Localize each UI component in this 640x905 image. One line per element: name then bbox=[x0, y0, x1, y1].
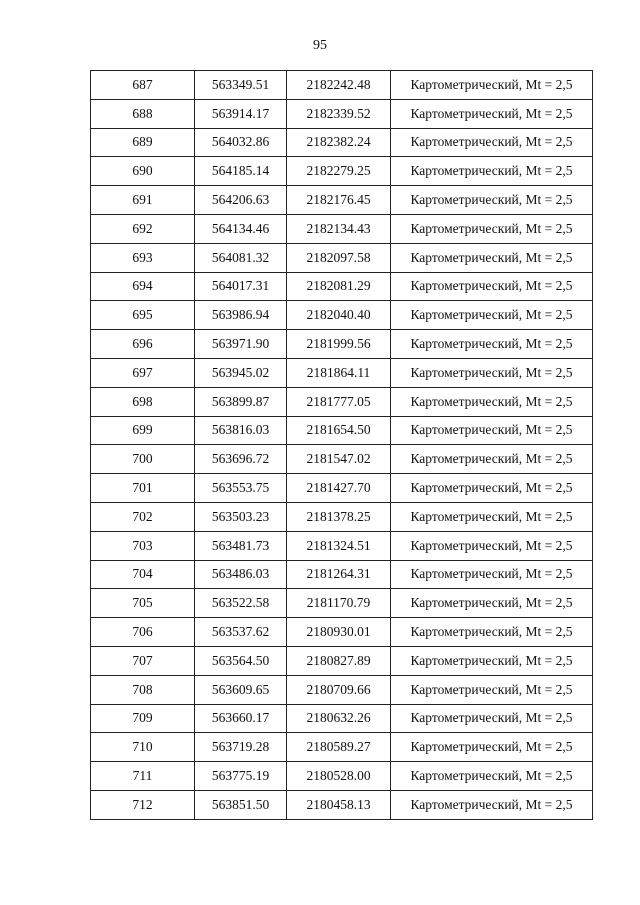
y-coordinate-cell: 2181378.25 bbox=[287, 502, 391, 531]
method-cell: Картометрический, Mt = 2,5 bbox=[391, 474, 593, 503]
method-cell: Картометрический, Mt = 2,5 bbox=[391, 790, 593, 819]
method-cell: Картометрический, Mt = 2,5 bbox=[391, 99, 593, 128]
x-coordinate-cell: 563914.17 bbox=[195, 99, 287, 128]
y-coordinate-cell: 2182097.58 bbox=[287, 243, 391, 272]
x-coordinate-cell: 564134.46 bbox=[195, 214, 287, 243]
x-coordinate-cell: 564185.14 bbox=[195, 157, 287, 186]
x-coordinate-cell: 563660.17 bbox=[195, 704, 287, 733]
coordinates-table-body bbox=[91, 71, 593, 820]
point-number-cell: 694 bbox=[91, 272, 195, 301]
table-row bbox=[91, 243, 593, 272]
x-coordinate-cell: 563719.28 bbox=[195, 733, 287, 762]
method-cell: Картометрический, Mt = 2,5 bbox=[391, 157, 593, 186]
method-cell: Картометрический, Mt = 2,5 bbox=[391, 762, 593, 791]
method-cell: Картометрический, Mt = 2,5 bbox=[391, 387, 593, 416]
x-coordinate-cell: 563696.72 bbox=[195, 445, 287, 474]
table-row bbox=[91, 416, 593, 445]
method-cell: Картометрический, Mt = 2,5 bbox=[391, 704, 593, 733]
method-cell: Картометрический, Mt = 2,5 bbox=[391, 675, 593, 704]
method-cell: Картометрический, Mt = 2,5 bbox=[391, 618, 593, 647]
table-row bbox=[91, 675, 593, 704]
y-coordinate-cell: 2180528.00 bbox=[287, 762, 391, 791]
method-cell: Картометрический, Mt = 2,5 bbox=[391, 243, 593, 272]
table-row bbox=[91, 790, 593, 819]
point-number-cell: 709 bbox=[91, 704, 195, 733]
table-row bbox=[91, 589, 593, 618]
y-coordinate-cell: 2181264.31 bbox=[287, 560, 391, 589]
y-coordinate-cell: 2180632.26 bbox=[287, 704, 391, 733]
method-cell: Картометрический, Mt = 2,5 bbox=[391, 186, 593, 215]
table-row bbox=[91, 128, 593, 157]
method-cell: Картометрический, Mt = 2,5 bbox=[391, 214, 593, 243]
point-number-cell: 699 bbox=[91, 416, 195, 445]
point-number-cell: 697 bbox=[91, 358, 195, 387]
table-row bbox=[91, 560, 593, 589]
table-row bbox=[91, 157, 593, 186]
x-coordinate-cell: 563986.94 bbox=[195, 301, 287, 330]
table-row bbox=[91, 704, 593, 733]
table-row bbox=[91, 618, 593, 647]
point-number-cell: 700 bbox=[91, 445, 195, 474]
method-cell: Картометрический, Mt = 2,5 bbox=[391, 560, 593, 589]
x-coordinate-cell: 563564.50 bbox=[195, 646, 287, 675]
method-cell: Картометрический, Mt = 2,5 bbox=[391, 330, 593, 359]
x-coordinate-cell: 563609.65 bbox=[195, 675, 287, 704]
method-cell: Картометрический, Mt = 2,5 bbox=[391, 733, 593, 762]
point-number-cell: 692 bbox=[91, 214, 195, 243]
table-row bbox=[91, 358, 593, 387]
x-coordinate-cell: 563775.19 bbox=[195, 762, 287, 791]
y-coordinate-cell: 2182040.40 bbox=[287, 301, 391, 330]
x-coordinate-cell: 564032.86 bbox=[195, 128, 287, 157]
point-number-cell: 708 bbox=[91, 675, 195, 704]
point-number-cell: 688 bbox=[91, 99, 195, 128]
method-cell: Картометрический, Mt = 2,5 bbox=[391, 358, 593, 387]
y-coordinate-cell: 2181324.51 bbox=[287, 531, 391, 560]
method-cell: Картометрический, Mt = 2,5 bbox=[391, 589, 593, 618]
table-row bbox=[91, 445, 593, 474]
x-coordinate-cell: 563349.51 bbox=[195, 71, 287, 100]
y-coordinate-cell: 2182279.25 bbox=[287, 157, 391, 186]
table-row bbox=[91, 531, 593, 560]
method-cell: Картометрический, Mt = 2,5 bbox=[391, 531, 593, 560]
x-coordinate-cell: 563503.23 bbox=[195, 502, 287, 531]
point-number-cell: 696 bbox=[91, 330, 195, 359]
method-cell: Картометрический, Mt = 2,5 bbox=[391, 646, 593, 675]
point-number-cell: 698 bbox=[91, 387, 195, 416]
y-coordinate-cell: 2182081.29 bbox=[287, 272, 391, 301]
point-number-cell: 710 bbox=[91, 733, 195, 762]
table-row bbox=[91, 733, 593, 762]
y-coordinate-cell: 2182382.24 bbox=[287, 128, 391, 157]
x-coordinate-cell: 563537.62 bbox=[195, 618, 287, 647]
y-coordinate-cell: 2181170.79 bbox=[287, 589, 391, 618]
table-row bbox=[91, 762, 593, 791]
x-coordinate-cell: 563899.87 bbox=[195, 387, 287, 416]
point-number-cell: 705 bbox=[91, 589, 195, 618]
table-row bbox=[91, 502, 593, 531]
y-coordinate-cell: 2181864.11 bbox=[287, 358, 391, 387]
y-coordinate-cell: 2181547.02 bbox=[287, 445, 391, 474]
point-number-cell: 687 bbox=[91, 71, 195, 100]
x-coordinate-cell: 563851.50 bbox=[195, 790, 287, 819]
point-number-cell: 695 bbox=[91, 301, 195, 330]
page-number: 95 bbox=[313, 38, 327, 53]
y-coordinate-cell: 2180458.13 bbox=[287, 790, 391, 819]
method-cell: Картометрический, Mt = 2,5 bbox=[391, 272, 593, 301]
x-coordinate-cell: 563481.73 bbox=[195, 531, 287, 560]
method-cell: Картометрический, Mt = 2,5 bbox=[391, 128, 593, 157]
point-number-cell: 703 bbox=[91, 531, 195, 560]
method-cell: Картометрический, Mt = 2,5 bbox=[391, 301, 593, 330]
point-number-cell: 701 bbox=[91, 474, 195, 503]
x-coordinate-cell: 564081.32 bbox=[195, 243, 287, 272]
y-coordinate-cell: 2180589.27 bbox=[287, 733, 391, 762]
table-row bbox=[91, 301, 593, 330]
y-coordinate-cell: 2182176.45 bbox=[287, 186, 391, 215]
method-cell: Картометрический, Mt = 2,5 bbox=[391, 445, 593, 474]
table-row bbox=[91, 71, 593, 100]
point-number-cell: 691 bbox=[91, 186, 195, 215]
table-row bbox=[91, 214, 593, 243]
y-coordinate-cell: 2182242.48 bbox=[287, 71, 391, 100]
x-coordinate-cell: 563553.75 bbox=[195, 474, 287, 503]
point-number-cell: 707 bbox=[91, 646, 195, 675]
x-coordinate-cell: 563522.58 bbox=[195, 589, 287, 618]
point-number-cell: 702 bbox=[91, 502, 195, 531]
table-row bbox=[91, 99, 593, 128]
x-coordinate-cell: 564206.63 bbox=[195, 186, 287, 215]
y-coordinate-cell: 2181777.05 bbox=[287, 387, 391, 416]
y-coordinate-cell: 2181999.56 bbox=[287, 330, 391, 359]
point-number-cell: 690 bbox=[91, 157, 195, 186]
point-number-cell: 689 bbox=[91, 128, 195, 157]
table-row bbox=[91, 387, 593, 416]
table-row bbox=[91, 330, 593, 359]
x-coordinate-cell: 563971.90 bbox=[195, 330, 287, 359]
x-coordinate-cell: 563945.02 bbox=[195, 358, 287, 387]
table-row bbox=[91, 186, 593, 215]
table-row bbox=[91, 646, 593, 675]
point-number-cell: 693 bbox=[91, 243, 195, 272]
x-coordinate-cell: 563486.03 bbox=[195, 560, 287, 589]
point-number-cell: 706 bbox=[91, 618, 195, 647]
coordinates-table bbox=[90, 70, 593, 820]
y-coordinate-cell: 2182339.52 bbox=[287, 99, 391, 128]
x-coordinate-cell: 564017.31 bbox=[195, 272, 287, 301]
y-coordinate-cell: 2180709.66 bbox=[287, 675, 391, 704]
table-row bbox=[91, 272, 593, 301]
point-number-cell: 711 bbox=[91, 762, 195, 791]
method-cell: Картометрический, Mt = 2,5 bbox=[391, 416, 593, 445]
y-coordinate-cell: 2182134.43 bbox=[287, 214, 391, 243]
y-coordinate-cell: 2181427.70 bbox=[287, 474, 391, 503]
point-number-cell: 704 bbox=[91, 560, 195, 589]
y-coordinate-cell: 2181654.50 bbox=[287, 416, 391, 445]
method-cell: Картометрический, Mt = 2,5 bbox=[391, 71, 593, 100]
y-coordinate-cell: 2180930.01 bbox=[287, 618, 391, 647]
table-row bbox=[91, 474, 593, 503]
x-coordinate-cell: 563816.03 bbox=[195, 416, 287, 445]
method-cell: Картометрический, Mt = 2,5 bbox=[391, 502, 593, 531]
y-coordinate-cell: 2180827.89 bbox=[287, 646, 391, 675]
point-number-cell: 712 bbox=[91, 790, 195, 819]
